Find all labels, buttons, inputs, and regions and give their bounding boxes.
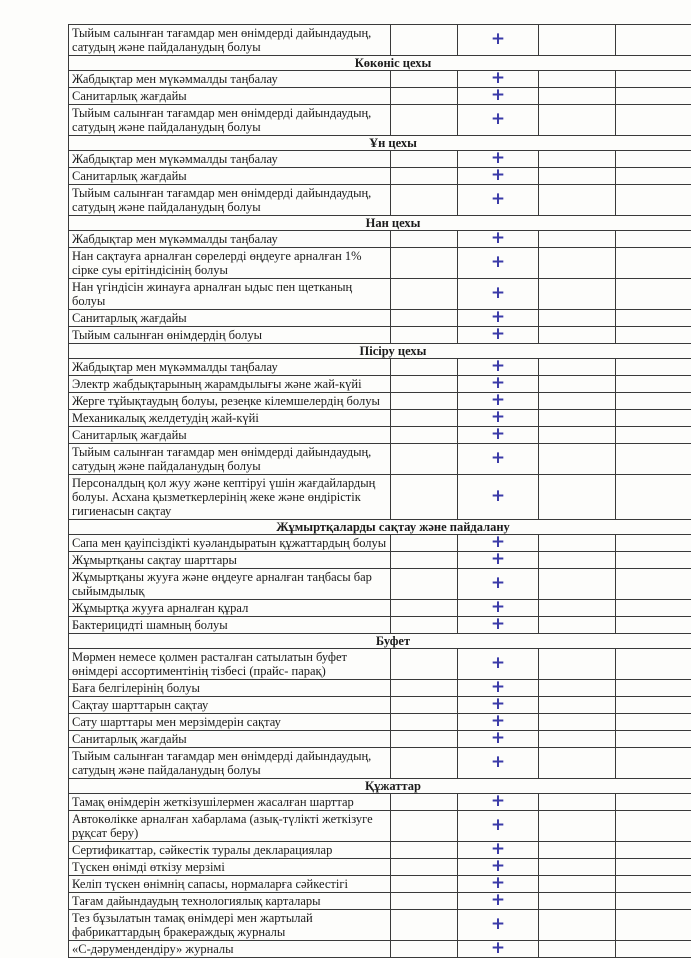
handwritten-plus-mark: + [491,681,505,693]
criterion-text: Санитарлық жағдайы [69,168,391,185]
criterion-text: Жұмыртқа жууға арналған құрал [69,600,391,617]
checklist-row [69,680,691,697]
empty-cell [391,748,458,779]
empty-cell [616,680,691,697]
checklist-row [69,88,691,105]
checklist-row [69,327,691,344]
section-header-row [69,56,691,71]
criterion-text: Баға белгілерінің болуы [69,680,391,697]
empty-cell [616,25,691,56]
criterion-text: Бактерицидті шамның болуы [69,617,391,634]
empty-cell [539,444,616,475]
section-header-row [69,216,691,231]
section-title: Нан цехы [69,216,691,231]
empty-cell [539,279,616,310]
empty-cell [616,71,691,88]
empty-cell [391,444,458,475]
checklist-row [69,941,691,958]
compliance-cell [458,185,539,216]
empty-cell [616,748,691,779]
checklist-row [69,310,691,327]
empty-cell [391,697,458,714]
criterion-text: Сақтау шарттарын сақтау [69,697,391,714]
empty-cell [616,731,691,748]
checklist-row [69,714,691,731]
compliance-cell [458,427,539,444]
compliance-cell [458,376,539,393]
section-header-row [69,634,691,649]
empty-cell [391,569,458,600]
empty-cell [616,410,691,427]
checklist-row [69,427,691,444]
empty-cell [391,910,458,941]
criterion-text: Нан сақтауға арналған сөрелерді өңдеуге арналған 1% сірке суы ерітіндісінің болуы [69,248,391,279]
empty-cell [391,151,458,168]
checklist-row [69,376,691,393]
handwritten-plus-mark: + [491,894,505,906]
criterion-text: Мөрмен немесе қолмен расталған сатылатын буфет өнімдері ассортиментінің тізбесі (прайс- парақ) [69,649,391,680]
checklist-row [69,185,691,216]
empty-cell [539,552,616,569]
compliance-cell [458,393,539,410]
checklist-row [69,105,691,136]
section-title: Құжаттар [69,779,691,794]
checklist-row [69,151,691,168]
empty-cell [391,105,458,136]
empty-cell [391,941,458,958]
empty-cell [616,427,691,444]
compliance-cell [458,941,539,958]
empty-cell [539,893,616,910]
empty-cell [616,649,691,680]
empty-cell [539,748,616,779]
handwritten-plus-mark: + [491,577,505,589]
handwritten-plus-mark: + [491,287,505,299]
checklist-row [69,697,691,714]
empty-cell [539,168,616,185]
empty-cell [539,859,616,876]
section-title: Жұмыртқаларды сақтау және пайдалану [69,520,691,535]
criterion-text: Нан үгіндісін жинауға арналған ыдыс пен щетканың болуы [69,279,391,310]
handwritten-plus-mark: + [491,411,505,423]
criterion-text: Тыйым салынған тағамдар мен өнімдерді дайындаудың, сатудың және пайдаланудың болуы [69,25,391,56]
empty-cell [539,731,616,748]
section-title: Ұн цехы [69,136,691,151]
criterion-text: Тыйым салынған тағамдар мен өнімдерді дайындаудың, сатудың және пайдаланудың болуы [69,444,391,475]
empty-cell [539,71,616,88]
compliance-cell [458,105,539,136]
checklist-body [69,25,691,958]
compliance-cell [458,569,539,600]
empty-cell [539,88,616,105]
empty-cell [391,25,458,56]
compliance-cell [458,248,539,279]
handwritten-plus-mark: + [491,657,505,669]
empty-cell [616,569,691,600]
criterion-text: Жабдықтар мен мүкәммалды таңбалау [69,231,391,248]
handwritten-plus-mark: + [491,232,505,244]
handwritten-plus-mark: + [491,819,505,831]
empty-cell [391,427,458,444]
checklist-row [69,811,691,842]
handwritten-plus-mark: + [491,360,505,372]
compliance-cell [458,88,539,105]
empty-cell [539,794,616,811]
checklist-row [69,279,691,310]
criterion-text: Сату шарттары мен мерзімдерін сақтау [69,714,391,731]
compliance-cell [458,359,539,376]
handwritten-plus-mark: + [491,732,505,744]
empty-cell [539,151,616,168]
compliance-cell [458,649,539,680]
compliance-cell [458,25,539,56]
criterion-text: Тыйым салынған тағамдар мен өнімдерді дайындаудың, сатудың және пайдаланудың болуы [69,748,391,779]
criterion-text: Жерге тұйықтаудың болуы, резеңке кілемшелердің болуы [69,393,391,410]
checklist-row [69,535,691,552]
criterion-text: Сертификаттар, сәйкестік туралы декларациялар [69,842,391,859]
criterion-text: Жұмыртқаны сақтау шарттары [69,552,391,569]
empty-cell [391,617,458,634]
empty-cell [539,359,616,376]
checklist-row [69,876,691,893]
criterion-text: Санитарлық жағдайы [69,731,391,748]
empty-cell [391,310,458,327]
checklist-row [69,475,691,520]
compliance-cell [458,811,539,842]
empty-cell [391,794,458,811]
empty-cell [616,168,691,185]
criterion-text: «С-дәрумендендіру» журналы [69,941,391,958]
empty-cell [391,600,458,617]
empty-cell [616,600,691,617]
empty-cell [616,552,691,569]
compliance-cell [458,859,539,876]
handwritten-plus-mark: + [491,756,505,768]
criterion-text: Санитарлық жағдайы [69,427,391,444]
empty-cell [616,811,691,842]
compliance-cell [458,697,539,714]
compliance-cell [458,731,539,748]
empty-cell [391,811,458,842]
empty-cell [391,393,458,410]
empty-cell [616,444,691,475]
empty-cell [616,941,691,958]
empty-cell [616,535,691,552]
checklist-row [69,231,691,248]
empty-cell [616,697,691,714]
empty-cell [539,376,616,393]
checklist-row [69,25,691,56]
empty-cell [391,88,458,105]
empty-cell [539,427,616,444]
empty-cell [539,393,616,410]
empty-cell [391,842,458,859]
compliance-cell [458,617,539,634]
empty-cell [391,327,458,344]
empty-cell [539,714,616,731]
criterion-text: Тыйым салынған өнімдердің болуы [69,327,391,344]
criterion-text: Персоналдың қол жуу және кептіруі үшін жағдайлардың болуы. Асхана қызметкерлерінің жеке және өндірістік гигиенасын сақтау [69,475,391,520]
checklist-row [69,794,691,811]
handwritten-plus-mark: + [491,553,505,565]
checklist-row [69,910,691,941]
section-header-row [69,344,691,359]
empty-cell [539,617,616,634]
empty-cell [391,714,458,731]
compliance-cell [458,410,539,427]
section-header-row [69,779,691,794]
empty-cell [539,600,616,617]
empty-cell [616,910,691,941]
checklist-sheet [68,24,688,958]
empty-cell [391,680,458,697]
empty-cell [539,25,616,56]
empty-cell [616,376,691,393]
checklist-row [69,410,691,427]
handwritten-plus-mark: + [491,452,505,464]
empty-cell [391,71,458,88]
criterion-text: Автокөлікке арналған хабарлама (азық-түлікті жеткізуге рұқсат беру) [69,811,391,842]
handwritten-plus-mark: + [491,152,505,164]
empty-cell [539,680,616,697]
handwritten-plus-mark: + [491,193,505,205]
empty-cell [539,185,616,216]
handwritten-plus-mark: + [491,698,505,710]
empty-cell [616,151,691,168]
handwritten-plus-mark: + [491,843,505,855]
empty-cell [539,248,616,279]
empty-cell [539,569,616,600]
compliance-cell [458,327,539,344]
compliance-cell [458,794,539,811]
criterion-text: Жабдықтар мен мүкәммалды таңбалау [69,151,391,168]
criterion-text: Жабдықтар мен мүкәммалды таңбалау [69,71,391,88]
criterion-text: Сапа мен қауіпсіздікті куәландыратын құжаттардың болуы [69,535,391,552]
handwritten-plus-mark: + [491,328,505,340]
compliance-cell [458,876,539,893]
inspection-checklist-table [68,24,691,958]
empty-cell [616,185,691,216]
empty-cell [539,535,616,552]
handwritten-plus-mark: + [491,618,505,630]
compliance-cell [458,71,539,88]
compliance-cell [458,910,539,941]
handwritten-plus-mark: + [491,795,505,807]
criterion-text: Тағам дайындаудың технологиялық карталары [69,893,391,910]
criterion-text: Тыйым салынған тағамдар мен өнімдерді дайындаудың, сатудың және пайдаланудың болуы [69,105,391,136]
empty-cell [616,794,691,811]
compliance-cell [458,444,539,475]
compliance-cell [458,310,539,327]
section-title: Пісіру цехы [69,344,691,359]
criterion-text: Жабдықтар мен мүкәммалды таңбалау [69,359,391,376]
handwritten-plus-mark: + [491,72,505,84]
handwritten-plus-mark: + [491,428,505,440]
criterion-text: Тамақ өнімдерін жеткізушілермен жасалған шарттар [69,794,391,811]
empty-cell [616,842,691,859]
checklist-row [69,731,691,748]
empty-cell [539,910,616,941]
criterion-text: Механикалық желдетудің жай-күйі [69,410,391,427]
checklist-row [69,842,691,859]
empty-cell [391,359,458,376]
section-title: Буфет [69,634,691,649]
compliance-cell [458,475,539,520]
empty-cell [539,941,616,958]
checklist-row [69,359,691,376]
empty-cell [616,327,691,344]
empty-cell [391,876,458,893]
empty-cell [391,248,458,279]
handwritten-plus-mark: + [491,601,505,613]
checklist-row [69,168,691,185]
empty-cell [391,552,458,569]
handwritten-plus-mark: + [491,942,505,954]
checklist-row [69,617,691,634]
criterion-text: Жұмыртқаны жууға және өңдеуге арналған таңбасы бар сыйымдылық [69,569,391,600]
empty-cell [616,310,691,327]
empty-cell [616,859,691,876]
handwritten-plus-mark: + [491,311,505,323]
section-header-row [69,520,691,535]
checklist-row [69,893,691,910]
empty-cell [539,310,616,327]
criterion-text: Санитарлық жағдайы [69,310,391,327]
empty-cell [616,475,691,520]
empty-cell [539,327,616,344]
empty-cell [539,649,616,680]
empty-cell [539,842,616,859]
empty-cell [616,714,691,731]
handwritten-plus-mark: + [491,33,505,45]
compliance-cell [458,279,539,310]
empty-cell [391,231,458,248]
handwritten-plus-mark: + [491,377,505,389]
handwritten-plus-mark: + [491,877,505,889]
compliance-cell [458,842,539,859]
handwritten-plus-mark: + [491,715,505,727]
empty-cell [616,231,691,248]
criterion-text: Тыйым салынған тағамдар мен өнімдерді дайындаудың, сатудың және пайдаланудың болуы [69,185,391,216]
empty-cell [391,731,458,748]
checklist-row [69,600,691,617]
empty-cell [616,105,691,136]
criterion-text: Келіп түскен өнімнің сапасы, нормаларға сәйкестігі [69,876,391,893]
empty-cell [616,893,691,910]
empty-cell [391,475,458,520]
checklist-row [69,569,691,600]
empty-cell [539,475,616,520]
section-title: Көкөніс цехы [69,56,691,71]
empty-cell [391,168,458,185]
empty-cell [616,359,691,376]
handwritten-plus-mark: + [491,113,505,125]
checklist-row [69,248,691,279]
compliance-cell [458,680,539,697]
compliance-cell [458,535,539,552]
empty-cell [391,279,458,310]
compliance-cell [458,893,539,910]
empty-cell [616,88,691,105]
empty-cell [539,231,616,248]
checklist-row [69,859,691,876]
compliance-cell [458,552,539,569]
compliance-cell [458,151,539,168]
compliance-cell [458,600,539,617]
handwritten-plus-mark: + [491,169,505,181]
section-header-row [69,136,691,151]
checklist-row [69,552,691,569]
checklist-row [69,71,691,88]
checklist-row [69,649,691,680]
handwritten-plus-mark: + [491,860,505,872]
compliance-cell [458,714,539,731]
handwritten-plus-mark: + [491,490,505,502]
empty-cell [616,279,691,310]
compliance-cell [458,748,539,779]
compliance-cell [458,168,539,185]
checklist-row [69,444,691,475]
empty-cell [539,811,616,842]
handwritten-plus-mark: + [491,536,505,548]
criterion-text: Санитарлық жағдайы [69,88,391,105]
handwritten-plus-mark: + [491,394,505,406]
empty-cell [391,535,458,552]
checklist-row [69,393,691,410]
empty-cell [616,617,691,634]
empty-cell [539,105,616,136]
empty-cell [391,410,458,427]
empty-cell [616,393,691,410]
compliance-cell [458,231,539,248]
empty-cell [391,893,458,910]
empty-cell [616,248,691,279]
criterion-text: Түскен өнімді өткізу мерзімі [69,859,391,876]
empty-cell [391,376,458,393]
handwritten-plus-mark: + [491,918,505,930]
empty-cell [391,649,458,680]
empty-cell [539,876,616,893]
empty-cell [539,410,616,427]
empty-cell [539,697,616,714]
empty-cell [616,876,691,893]
handwritten-plus-mark: + [491,89,505,101]
empty-cell [391,859,458,876]
handwritten-plus-mark: + [491,256,505,268]
criterion-text: Электр жабдықтарының жарамдылығы және жай-күйі [69,376,391,393]
empty-cell [391,185,458,216]
checklist-row [69,748,691,779]
criterion-text: Тез бұзылатын тамақ өнімдері мен жартылай фабрикаттардың бракераждық журналы [69,910,391,941]
